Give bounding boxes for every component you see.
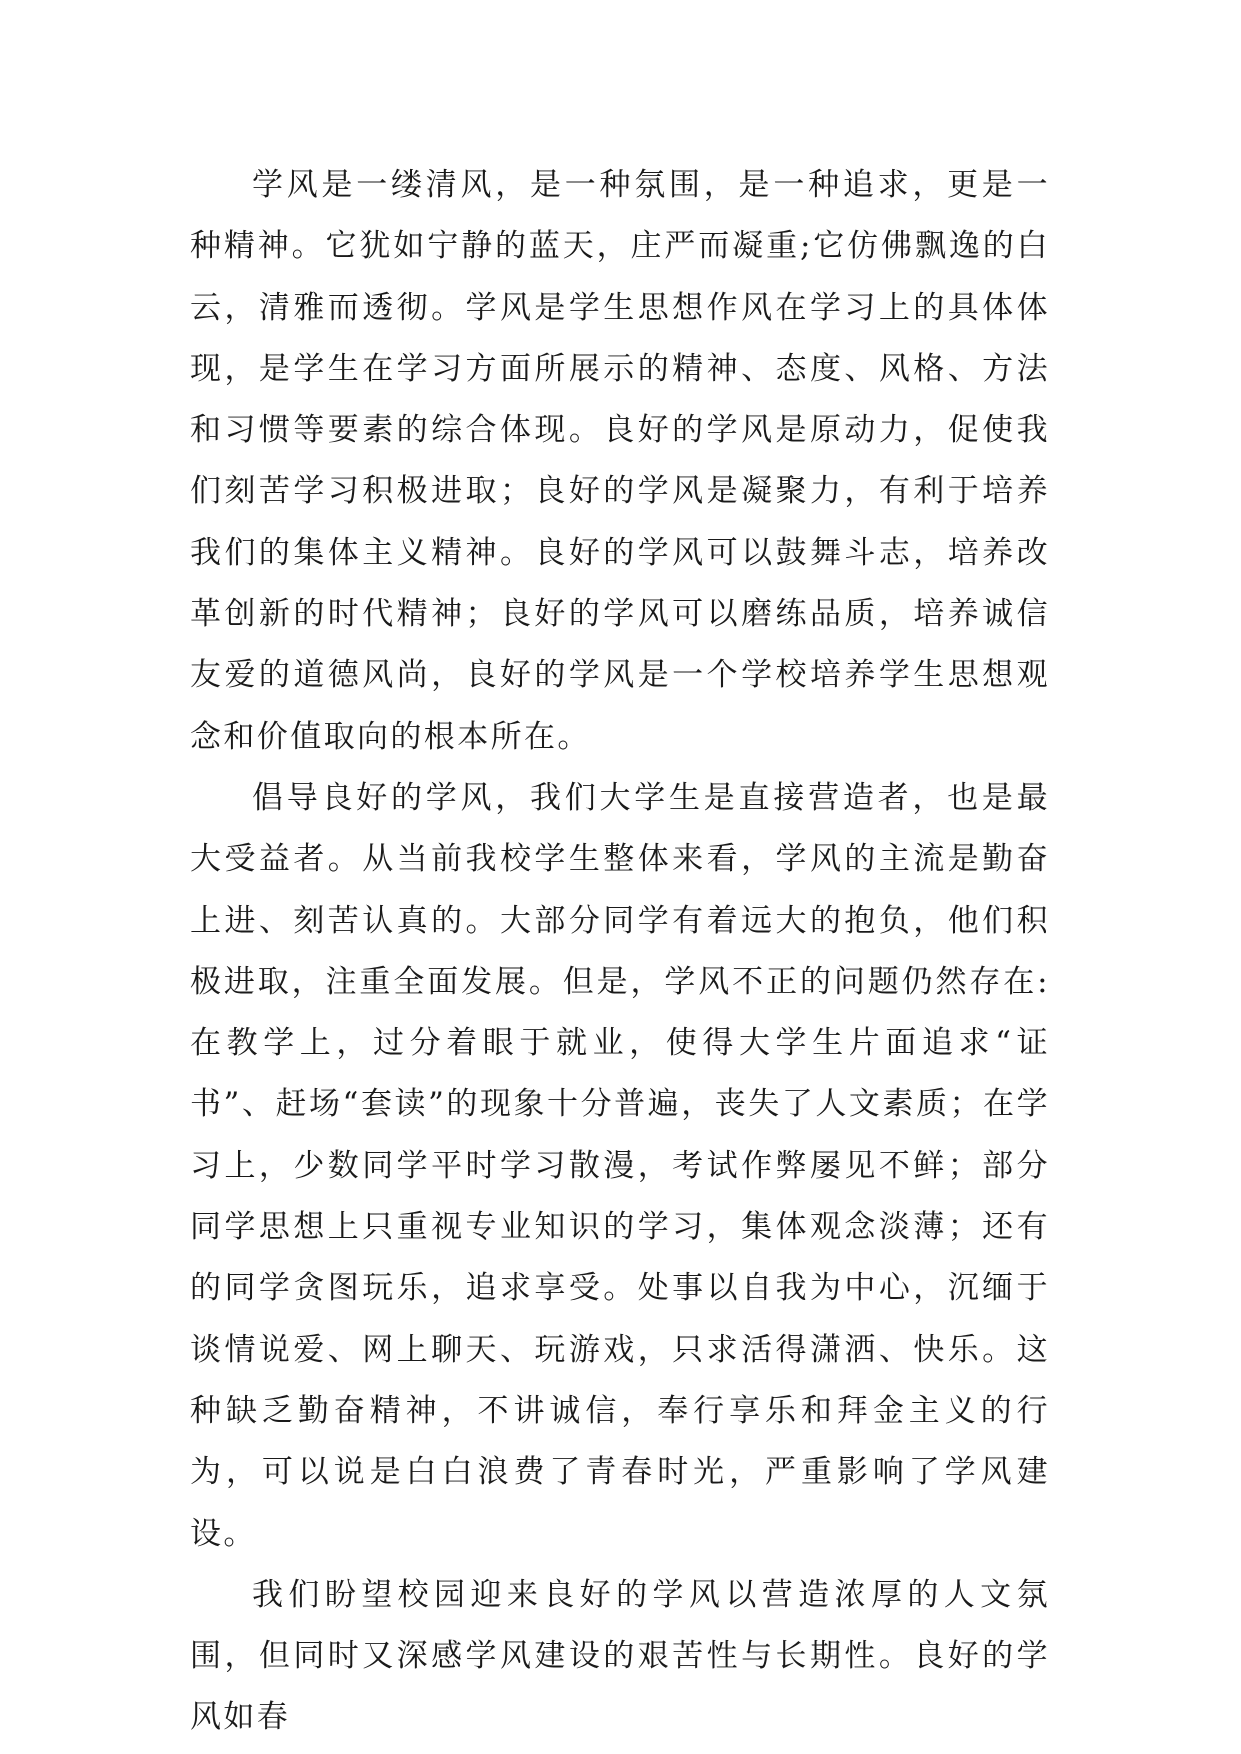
- paragraph-1: 学风是一缕清风，是一种氛围，是一种追求，更是一种精神。它犹如宁静的蓝天，庄严而凝重;它仿佛飘逸的白云，清雅而透彻。学风是学生思想作风在学习上的具体体现，是学生在学习方面所展示的精神、态度、风格、方法和习惯等要素的综合体现。良好的学风是原动力，促使我们刻苦学习积极进取；良好的学风是凝聚力，有利于培养我们的集体主义精神。良好的学风可以鼓舞斗志，培养改革创新的时代精神；良好的学风可以磨练品质，培养诚信友爱的道德风尚，良好的学风是一个学校培养学生思想观念和价值取向的根本所在。: [190, 167, 1050, 755]
- document-body: [190, 155, 1050, 1749]
- paragraph-2: 倡导良好的学风，我们大学生是直接营造者，也是最大受益者。从当前我校学生整体来看，学风的主流是勤奋上进、刻苦认真的。大部分同学有着远大的抱负，他们积极进取，注重全面发展。但是，学风不正的问题仍然存在:在教学上，过分着眼于就业，使得大学生片面追求“证书”、赶场“套读”的现象十分普遍，丧失了人文素质；在学习上，少数同学平时学习散漫，考试作弊屡见不鲜；部分同学思想上只重视专业知识的学习，集体观念淡薄；还有的同学贪图玩乐，追求享受。处事以自我为中心，沉缅于谈情说爱、网上聊天、玩游戏，只求活得潇洒、快乐。这种缺乏勤奋精神，不讲诚信，奉行享乐和拜金主义的行为，可以说是白白浪费了青春时光，严重影响了学风建设。: [190, 779, 1050, 1552]
- paragraph-3: 我们盼望校园迎来良好的学风以营造浓厚的人文氛围，但同时又深感学风建设的艰苦性与长期性。良好的学风如春: [190, 1576, 1050, 1736]
